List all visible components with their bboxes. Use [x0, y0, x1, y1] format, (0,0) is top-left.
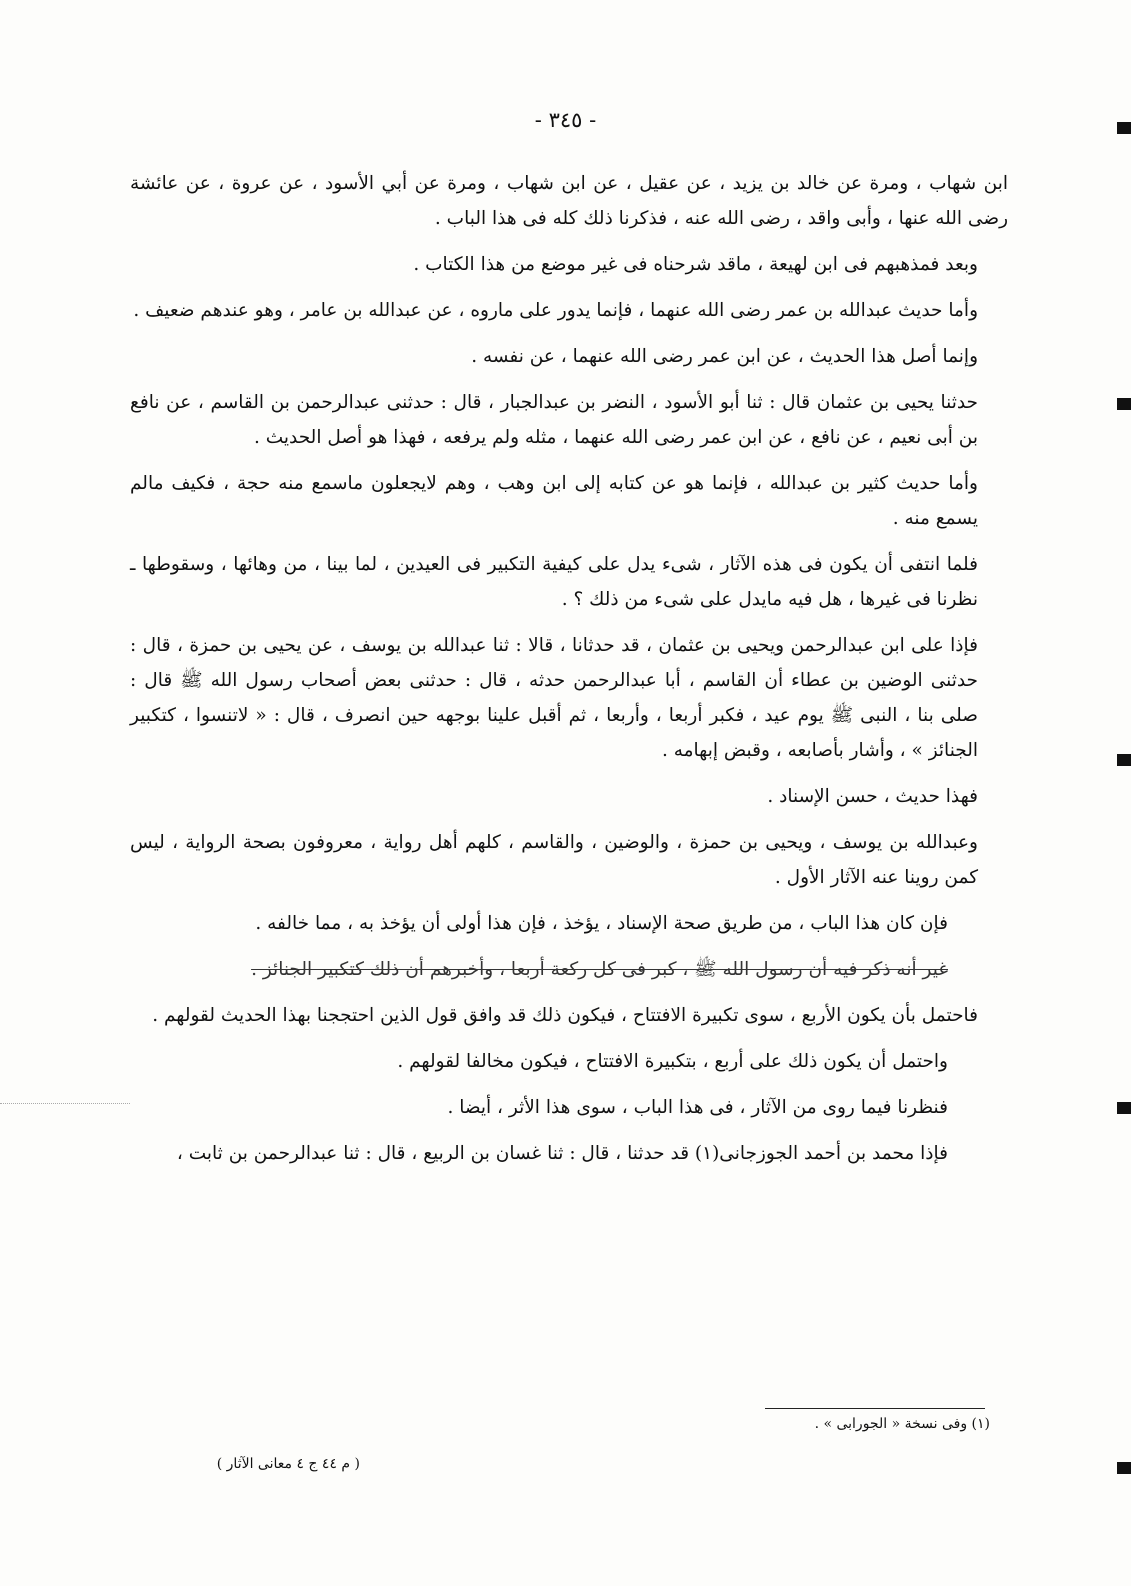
- paragraph: فإن كان هذا الباب ، من طريق صحة الإسناد ، يؤخذ ، فإن هذا أولى أن يؤخذ به ، مما خالفه .: [255, 913, 948, 934]
- paragraph: وعبدالله بن يوسف ، ويحيى بن حمزة ، والوضين ، والقاسم ، كلهم أهل رواية ، معروفون بصحة الرواية ، ليس كمن روينا عنه الآثار الأول .: [130, 832, 978, 888]
- paragraph: وأما حديث كثير بن عبدالله ، فإنما هو عن كتابه إلى ابن وهب ، وهم لايجعلون ماسمع منه حجة ، فكيف مالم يسمع منه .: [130, 473, 978, 529]
- binding-mark: [1117, 122, 1131, 134]
- paragraph: وأما حديث عبدالله بن عمر رضى الله عنهما ، فإنما يدور على ماروه ، عن عبدالله بن عامر ، وهو عندهم ضعيف .: [133, 300, 978, 321]
- binding-mark: [1117, 754, 1131, 766]
- paragraph: فإذا محمد بن أحمد الجوزجانى(١) قد حدثنا ، قال : ثنا غسان بن الربيع ، قال : ثنا عبدالرحمن بن ثابت ،: [176, 1143, 948, 1164]
- paragraph: وبعد فمذهبهم فى ابن لهيعة ، ماقد شرحناه فى غير موضع من هذا الكتاب .: [413, 254, 978, 275]
- paragraph: فلما انتفى أن يكون فى هذه الآثار ، شىء يدل على كيفية التكبير فى العيدين ، لما بينا ، من وهائها ، وسقوطها ـ نظرنا فى غيرها ، هل فيه مايدل على شىء من ذلك ؟ .: [130, 554, 978, 610]
- paragraph: واحتمل أن يكون ذلك على أربع ، بتكبيرة الافتتاح ، فيكون مخالفا لقولهم .: [397, 1051, 948, 1072]
- signature-mark: ( م ٤٤ ج ٤ معانى الآثار ): [216, 1456, 360, 1472]
- paragraph: غير أنه ذكر فيه أن رسول الله ﷺ ، كبر فى كل ركعة أربعا ، وأخبرهم أن ذلك كتكبير الجنائز .: [251, 959, 948, 980]
- paragraph: وإنما أصل هذا الحديث ، عن ابن عمر رضى الله عنهما ، عن نفسه .: [471, 346, 978, 367]
- binding-mark: [1117, 1102, 1131, 1114]
- footnote-divider: [765, 1408, 985, 1409]
- main-text: [130, 166, 1008, 1182]
- paragraph: حدثنا يحيى بن عثمان قال : ثنا أبو الأسود ، النضر بن عبدالجبار ، قال : حدثنى عبدالرحمن بن القاسم ، عن نافع بن أبى نعيم ، عن نافع ، عن ابن عمر رضى الله عنهما ، مثله ولم يرفعه ، فهذا هو أصل الحديث .: [130, 392, 978, 448]
- binding-mark: [1117, 1462, 1131, 1474]
- footnote: (١) وفى نسخة « الجورابى » .: [814, 1416, 990, 1432]
- paragraph: ابن شهاب ، ومرة عن خالد بن يزيد ، عن عقيل ، عن ابن شهاب ، ومرة عن أبي الأسود ، عن عروة ، عن عائشة رضى الله عنها ، وأبى واقد ، رضى الله عنه ، فذكرنا ذلك كله فى هذا الباب .: [130, 173, 1008, 229]
- binding-mark: [1117, 398, 1131, 410]
- page-number: - ٣٤٥ -: [534, 108, 597, 132]
- paragraph: فاحتمل بأن يكون الأربع ، سوى تكبيرة الافتتاح ، فيكون ذلك قد وافق قول الذين احتججنا بهذا الحديث لقولهم .: [152, 1005, 978, 1026]
- paragraph: فنظرنا فيما روى من الآثار ، فى هذا الباب ، سوى هذا الأثر ، أيضا .: [447, 1097, 948, 1118]
- scan-dotted-line: [0, 1103, 130, 1104]
- paragraph: فهذا حديث ، حسن الإسناد .: [767, 786, 978, 807]
- paragraph: فإذا على ابن عبدالرحمن ويحيى بن عثمان ، قد حدثانا ، قالا : ثنا عبدالله بن يوسف ، عن يحيى بن حمزة ، قال : حدثنى الوضين بن عطاء أن القاسم ، أبا عبدالرحمن حدثه ، قال : حدثنى بعض أصحاب رسول الله ﷺ قال : صلى بنا ، النبى ﷺ يوم عيد ، فكبر أربعا ، وأربعا ، ثم أقبل علينا بوجهه حين انصرف ، قال : « لاتنسوا ، كتكبير الجنائز » ، وأشار بأصابعه ، وقبض إبهامه .: [130, 635, 978, 761]
